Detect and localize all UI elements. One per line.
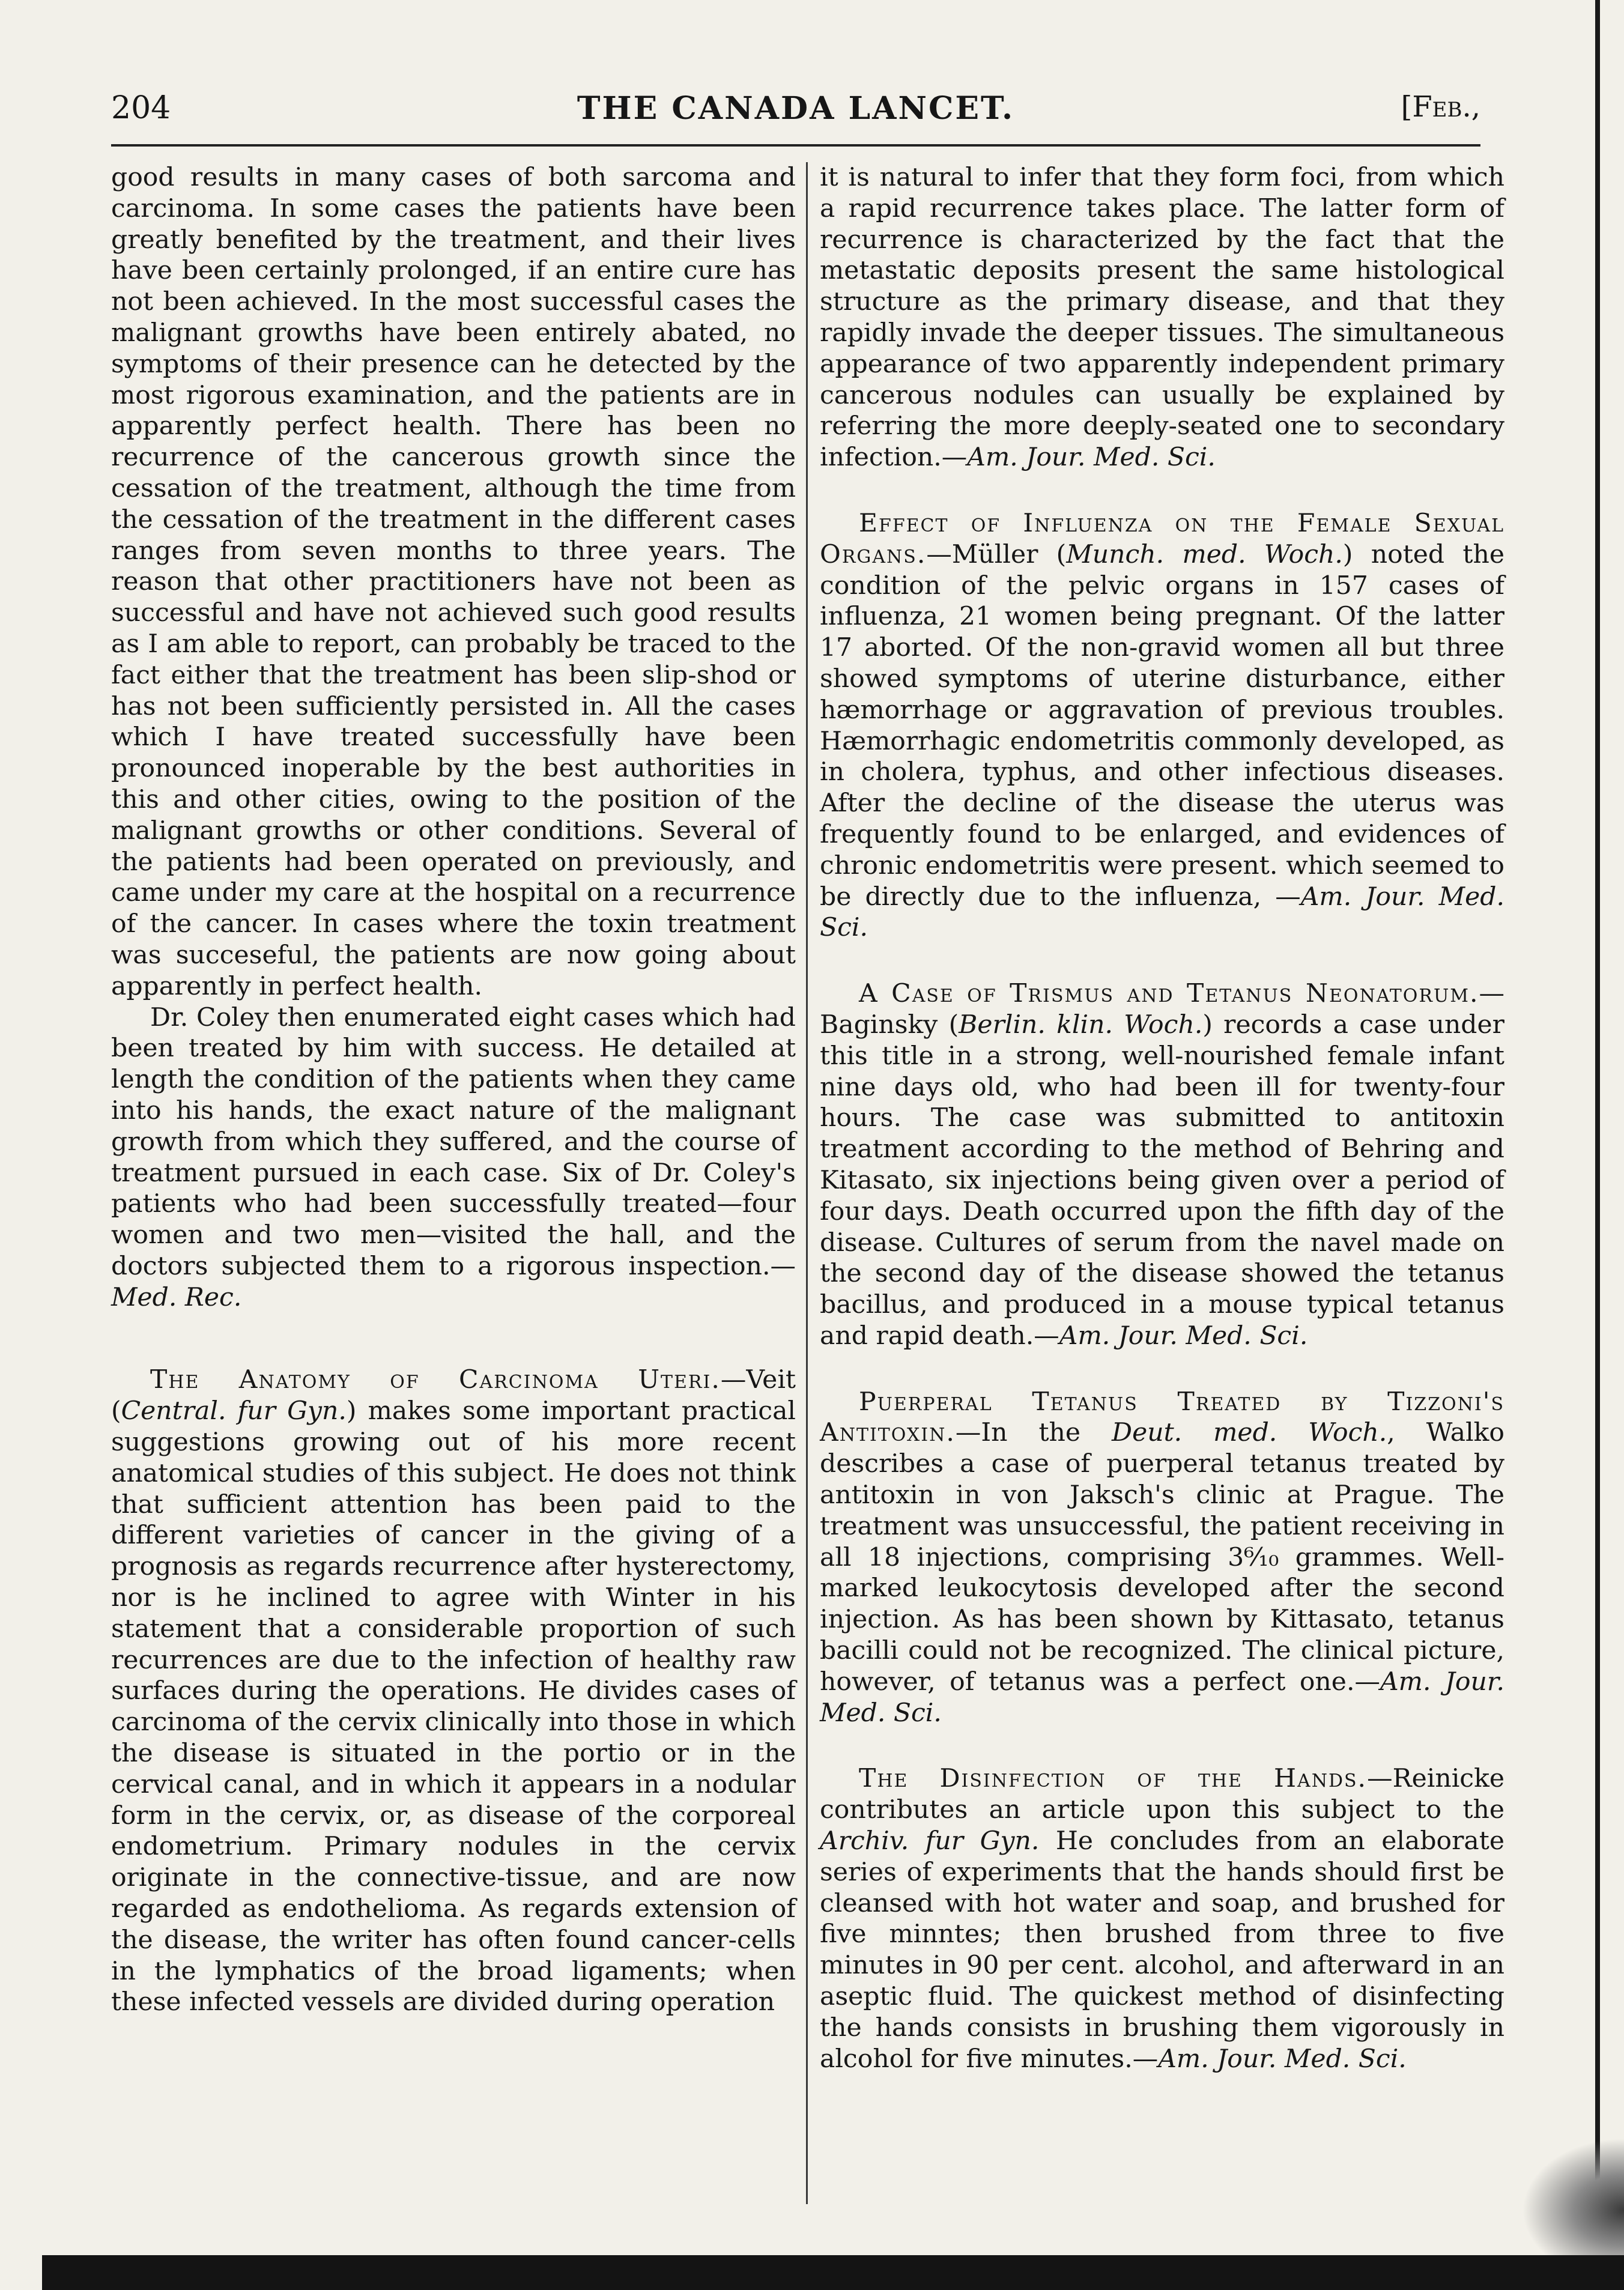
issue-date: [Feb.,	[1401, 90, 1480, 124]
journal-name: Central. fur Gyn.	[121, 1396, 347, 1426]
scan-smudge	[1522, 2138, 1624, 2258]
article-title: Effect of Influenza on the Female Sexual Organs.	[820, 508, 1504, 569]
source-citation: Am. Jour. Med. Sci.	[820, 1667, 1504, 1728]
article-lead: —Baginsky (	[820, 979, 1504, 1040]
article-lead: —Reinicke contributes an article upon this subject to the	[820, 1764, 1504, 1825]
article-body: ) noted the condition of the pelvic organs in 157 cases of influenza, 21 women being pregnant. Of the latter 17 aborted. Of the non-gravid women all but three showed symptoms of uterine disturbance, either hæmorrhage or aggravation of previous troubles. Hæmorrhagic endometritis commonly developed, as in cholera, typhus, and other infectious diseases. After the decline of the disease the uterus was frequently found to be enlarged, and evidences of chronic endometritis were present. which seemed to be directly due to the influenza, —	[820, 539, 1504, 912]
header-rule	[111, 144, 1480, 147]
article-puerperal-tetanus	[820, 1387, 1504, 1729]
journal-name: Archiv. fur Gyn.	[820, 1826, 1040, 1856]
article-body: He concludes from an elaborate series of experiments that the hands should first be cleansed with hot water and soap, and brushed for five minntes; then brushed from three to five minutes in 90 per cent. alcohol, and afterward in an aseptic fluid. The quickest method of disinfecting the hands consists in brushing them vigorously in alcohol for five minutes.—	[820, 1826, 1504, 2074]
article-lead: —Müller (	[926, 539, 1067, 569]
article-title: A Case of Trismus and Tetanus Neonatorum.	[859, 979, 1479, 1009]
source-citation: Am. Jour. Med. Sci.	[967, 443, 1216, 473]
article-lead: —Veit (	[111, 1365, 796, 1426]
running-title: THE CANADA LANCET.	[577, 90, 1015, 127]
article-trismus	[820, 978, 1504, 1352]
page-number: 204	[111, 90, 171, 126]
scan-bottom-edge	[42, 2255, 1624, 2290]
coley-report-paragraph: good results in many cases of both sarcoma and carcinoma. In some cases the patients have been greatly benefited by the treatment, and their lives have been certainly prolonged, if an entire cure has not been achieved. In the most successful cases the malignant growths have been entirely abated, no symptoms of their presence can he detected by the most rigorous examination, and the patients are in apparently perfect health. There has been no recurrence of the cancerous growth since the cessation of the treatment, although the time from the cessation of the treatment in the different cases ranges from seven months to three years. The reason that other practitioners have not been as successful and have not achieved such good results as I am able to report, can probably be traced to the fact either that the treatment has been slip-shod or has not been sufficiently persisted in. All the cases which I have treated successfully have been pronounced inoperable by the best authorities in this and other cities, owing to the position of the malignant growths or other conditions. Several of the patients had been operated on previously, and came under my care at the hospital on a recurrence of the cancer. In cases where the toxin treatment was succeseful, the patients are now going about apparently in perfect health.	[111, 163, 796, 1001]
article-carcinoma-uteri	[111, 1365, 796, 2018]
source-citation: Med. Rec.	[111, 1282, 242, 1312]
coley-cases-paragraph	[111, 1002, 796, 1313]
article-body: ) records a case under this title in a strong, well-nourished female infant nine days old, who had been ill for twenty-four hours. The case was submitted to antitoxin treatment according to the method of Behring and Kitasato, six injections being given over a period of four days. Death occurred upon the fifth day of the disease. Cultures of serum from the navel made on the second day of the disease showed the tetanus bacillus, and produced in a mouse typical tetanus and rapid death.—	[820, 1010, 1504, 1351]
journal-name: Munch. med. Woch.	[1066, 539, 1343, 569]
continuation-text: it is natural to infer that they form foci, from which a rapid recurrence takes place. The latter form of recurrence is characterized by the fact that the metastatic deposits present the same histological structure as the primary disease, and that they rapidly invade the deeper tissues. The simultaneous appearance of two apparently independent primary cancerous nodules can usually be explained by referring the more deeply-seated one to secondary infection.—	[820, 163, 1504, 473]
source-citation: Am. Jour. Med. Sci.	[1059, 1321, 1308, 1351]
journal-name: Berlin. klin. Woch.	[959, 1010, 1203, 1040]
article-body: ) makes some important practical suggestions growing out of his more recent anatomical studies of this subject. He does not think that sufficient attention has been paid to the different varieties of cancer in the giving of a prognosis as regards recurrence after hysterectomy, nor is he inclined to agree with Winter in his statement that a considerable proportion of such recurrences are due to the infection of healthy raw surfaces during the operations. He divides cases of carcinoma of the cervix clinically into those in which the disease is situated in the portio or in the cervical canal, and in which it appears in a nodular form in the cervix, or, as disease of the corporeal endometrium. Primary nodules in the cervix originate in the connective-tissue, and are now regarded as endothelioma. As regards extension of the disease, the writer has often found cancer-cells in the lymphatics of the broad ligaments; when these infected vessels are divided during operation	[111, 1396, 796, 2017]
journal-name: Deut. med. Woch.	[1112, 1418, 1387, 1448]
article-title: The Anatomy of Carcinoma Uteri.	[150, 1365, 721, 1395]
carcinoma-continuation	[820, 162, 1504, 473]
source-citation: Am. Jour. Med. Sci.	[1158, 2044, 1407, 2074]
article-influenza	[820, 508, 1504, 944]
coley-cases-text: Dr. Coley then enumerated eight cases which had been treated by him with success. He detailed at length the condition of the patients when they came into his hands, the exact nature of the malignant growth from which they suffered, and the course of treatment pursued in each case. Six of Dr. Coley's patients who had been successfully treated—four women and two men—visited the hall, and the doctors subjected them to a rigorous inspection.—	[111, 1002, 796, 1281]
binding-edge	[1595, 0, 1600, 2192]
page-header	[111, 90, 1480, 144]
left-column	[111, 162, 796, 2018]
right-column	[820, 162, 1504, 2074]
column-divider	[806, 162, 808, 2204]
source-citation: Am. Jour. Med. Sci.	[820, 882, 1504, 943]
article-lead: —In the	[955, 1418, 1112, 1448]
article-title: Puerperal Tetanus Treated by Tizzoni's Antitoxin.	[820, 1387, 1504, 1448]
article-body: , Walko describes a case of puerperal tetanus treated by antitoxin in von Jaksch's clinic at Prague. The treatment was unsuccessful, the patient receiving in all 18 injections, comprising 3⁶⁄₁₀ grammes. Well-marked leukocytosis developed after the second injection. As has been shown by Kittasato, tetanus bacilli could not be recognized. The clinical picture, however, of tetanus was a perfect one.—	[820, 1418, 1505, 1697]
article-title: The Disinfection of the Hands.	[859, 1764, 1368, 1794]
article-disinfection	[820, 1763, 1504, 2074]
